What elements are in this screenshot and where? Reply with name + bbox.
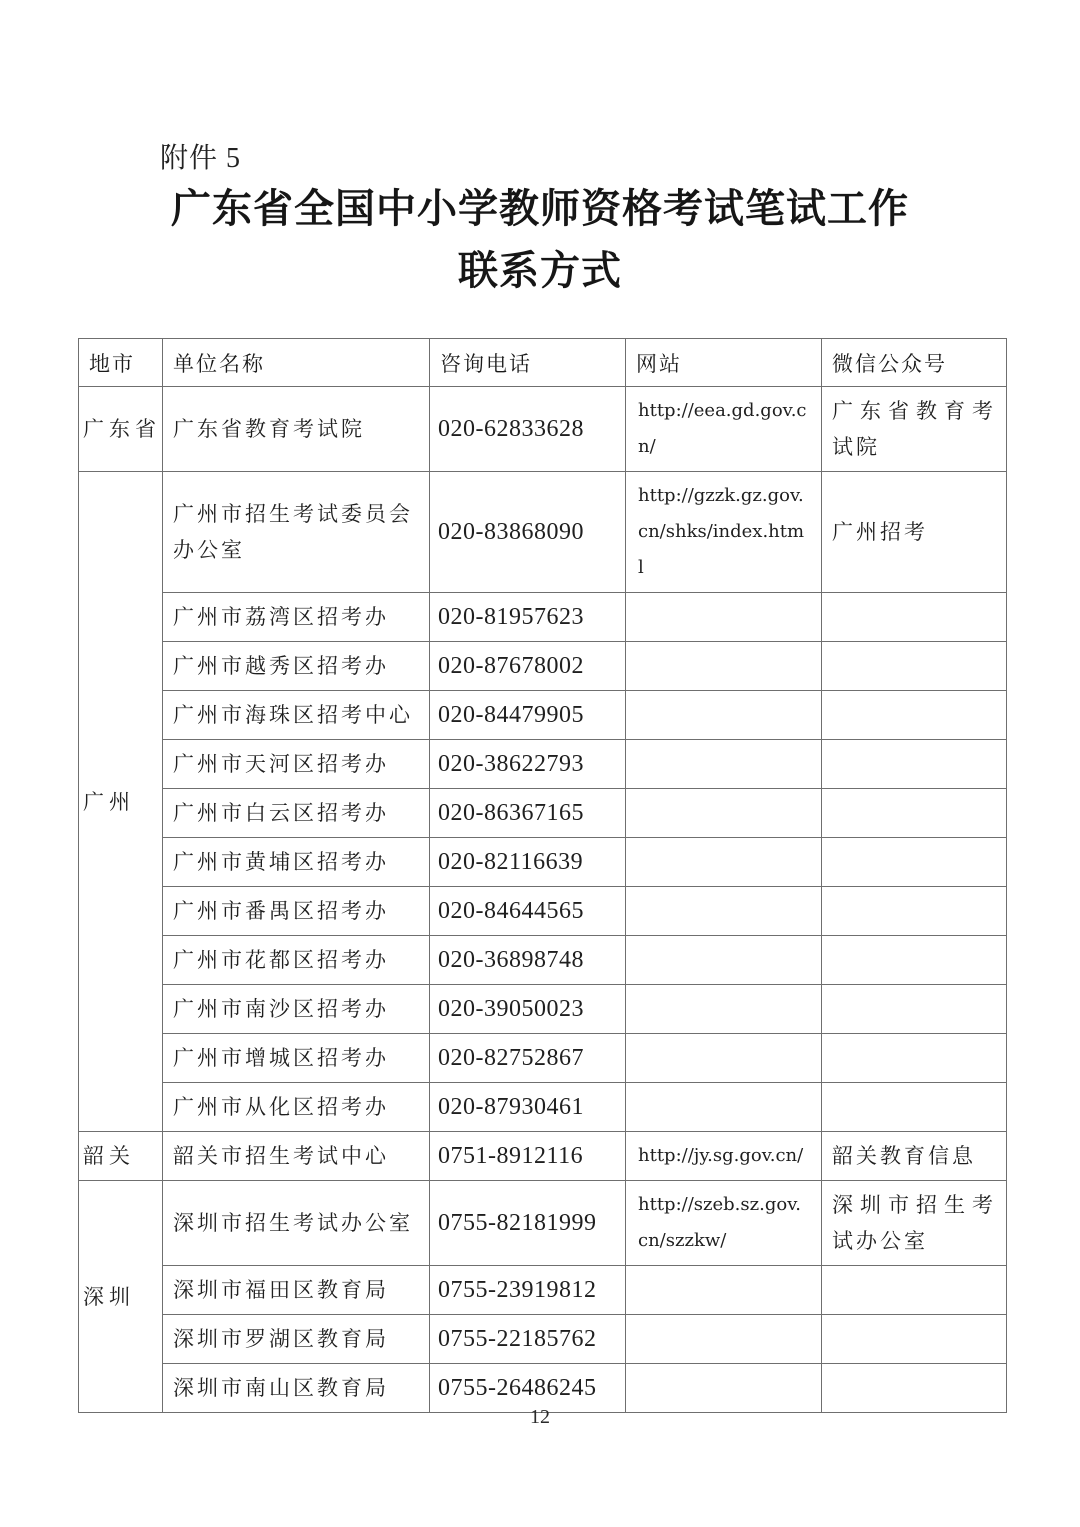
unit-cell: 广州市海珠区招考中心 xyxy=(163,691,430,740)
phone-cell: 020-84479905 xyxy=(430,691,626,740)
unit-cell: 深圳市招生考试办公室 xyxy=(163,1181,430,1266)
unit-cell: 深圳市福田区教育局 xyxy=(163,1266,430,1315)
wechat-cell xyxy=(822,1315,1007,1364)
website-cell xyxy=(626,1266,822,1315)
table-row xyxy=(79,1034,1007,1083)
website-cell xyxy=(626,642,822,691)
title-line-2: 联系方式 xyxy=(458,248,622,293)
phone-cell: 020-39050023 xyxy=(430,985,626,1034)
city-cell: 广州 xyxy=(79,472,163,1132)
unit-cell: 广州市花都区招考办 xyxy=(163,936,430,985)
phone-cell: 0755-26486245 xyxy=(430,1364,626,1413)
phone-cell: 020-38622793 xyxy=(430,740,626,789)
column-header-website: 网站 xyxy=(626,339,822,387)
website-cell xyxy=(626,1034,822,1083)
phone-cell: 020-36898748 xyxy=(430,936,626,985)
phone-cell: 020-82116639 xyxy=(430,838,626,887)
unit-cell: 广州市荔湾区招考办 xyxy=(163,593,430,642)
table-row xyxy=(79,936,1007,985)
column-header-unit: 单位名称 xyxy=(163,339,430,387)
wechat-cell xyxy=(822,740,1007,789)
wechat-cell xyxy=(822,887,1007,936)
table-row xyxy=(79,838,1007,887)
phone-cell: 0751-8912116 xyxy=(430,1132,626,1181)
phone-cell: 020-62833628 xyxy=(430,387,626,472)
unit-cell: 广州市南沙区招考办 xyxy=(163,985,430,1034)
wechat-cell xyxy=(822,838,1007,887)
website-cell xyxy=(626,838,822,887)
table-row xyxy=(79,789,1007,838)
column-header-phone: 咨询电话 xyxy=(430,339,626,387)
table-row xyxy=(79,691,1007,740)
wechat-cell xyxy=(822,985,1007,1034)
website-cell xyxy=(626,691,822,740)
unit-cell: 广州市招生考试委员会办公室 xyxy=(163,472,430,593)
table-header-row xyxy=(79,339,1007,387)
table-row xyxy=(79,1315,1007,1364)
column-header-city: 地市 xyxy=(79,339,163,387)
website-cell xyxy=(626,1083,822,1132)
phone-cell: 020-87678002 xyxy=(430,642,626,691)
wechat-cell xyxy=(822,1034,1007,1083)
table-row xyxy=(79,1181,1007,1266)
phone-cell: 020-81957623 xyxy=(430,593,626,642)
website-cell: http://eea.gd.gov.cn/ xyxy=(626,387,822,472)
phone-cell: 020-87930461 xyxy=(430,1083,626,1132)
website-cell: http://szeb.sz.gov.cn/szzkw/ xyxy=(626,1181,822,1266)
website-cell xyxy=(626,985,822,1034)
page-number: 12 xyxy=(530,1406,550,1428)
website-cell xyxy=(626,593,822,642)
wechat-cell: 深圳市招生考试办公室 xyxy=(822,1181,1007,1266)
table-row xyxy=(79,1266,1007,1315)
wechat-cell: 广州招考 xyxy=(822,472,1007,593)
table-row xyxy=(79,985,1007,1034)
table-row xyxy=(79,740,1007,789)
phone-cell: 0755-82181999 xyxy=(430,1181,626,1266)
website-cell xyxy=(626,789,822,838)
wechat-cell xyxy=(822,593,1007,642)
wechat-cell xyxy=(822,642,1007,691)
wechat-cell xyxy=(822,1266,1007,1315)
phone-cell: 0755-22185762 xyxy=(430,1315,626,1364)
city-cell: 深圳 xyxy=(79,1181,163,1413)
table-row xyxy=(79,1083,1007,1132)
unit-cell: 韶关市招生考试中心 xyxy=(163,1132,430,1181)
phone-cell: 020-84644565 xyxy=(430,887,626,936)
wechat-cell xyxy=(822,691,1007,740)
wechat-cell xyxy=(822,1083,1007,1132)
unit-cell: 深圳市南山区教育局 xyxy=(163,1364,430,1413)
wechat-cell xyxy=(822,936,1007,985)
website-cell xyxy=(626,936,822,985)
table-row xyxy=(79,387,1007,472)
website-cell: http://jy.sg.gov.cn/ xyxy=(626,1132,822,1181)
unit-cell: 深圳市罗湖区教育局 xyxy=(163,1315,430,1364)
title-line-1: 广东省全国中小学教师资格考试笔试工作 xyxy=(171,186,909,231)
city-cell: 韶关 xyxy=(79,1132,163,1181)
table-row xyxy=(79,642,1007,691)
website-cell xyxy=(626,1315,822,1364)
city-cell: 广东省 xyxy=(79,387,163,472)
unit-cell: 广州市从化区招考办 xyxy=(163,1083,430,1132)
wechat-cell: 韶关教育信息 xyxy=(822,1132,1007,1181)
table-row xyxy=(79,887,1007,936)
unit-cell: 广州市增城区招考办 xyxy=(163,1034,430,1083)
contact-table xyxy=(78,338,1007,1413)
page-title xyxy=(0,178,1080,302)
table-row xyxy=(79,472,1007,593)
website-cell xyxy=(626,887,822,936)
attachment-label: 附件 5 xyxy=(160,143,242,174)
phone-cell: 020-82752867 xyxy=(430,1034,626,1083)
website-cell xyxy=(626,740,822,789)
unit-cell: 广州市白云区招考办 xyxy=(163,789,430,838)
phone-cell: 0755-23919812 xyxy=(430,1266,626,1315)
wechat-cell xyxy=(822,789,1007,838)
phone-cell: 020-83868090 xyxy=(430,472,626,593)
unit-cell: 广州市番禺区招考办 xyxy=(163,887,430,936)
unit-cell: 广州市越秀区招考办 xyxy=(163,642,430,691)
phone-cell: 020-86367165 xyxy=(430,789,626,838)
wechat-cell: 广东省教育考试院 xyxy=(822,387,1007,472)
column-header-wechat: 微信公众号 xyxy=(822,339,1007,387)
unit-cell: 广州市黄埔区招考办 xyxy=(163,838,430,887)
table-row xyxy=(79,1132,1007,1181)
unit-cell: 广东省教育考试院 xyxy=(163,387,430,472)
table-row xyxy=(79,593,1007,642)
unit-cell: 广州市天河区招考办 xyxy=(163,740,430,789)
website-cell: http://gzzk.gz.gov.cn/shks/index.html xyxy=(626,472,822,593)
